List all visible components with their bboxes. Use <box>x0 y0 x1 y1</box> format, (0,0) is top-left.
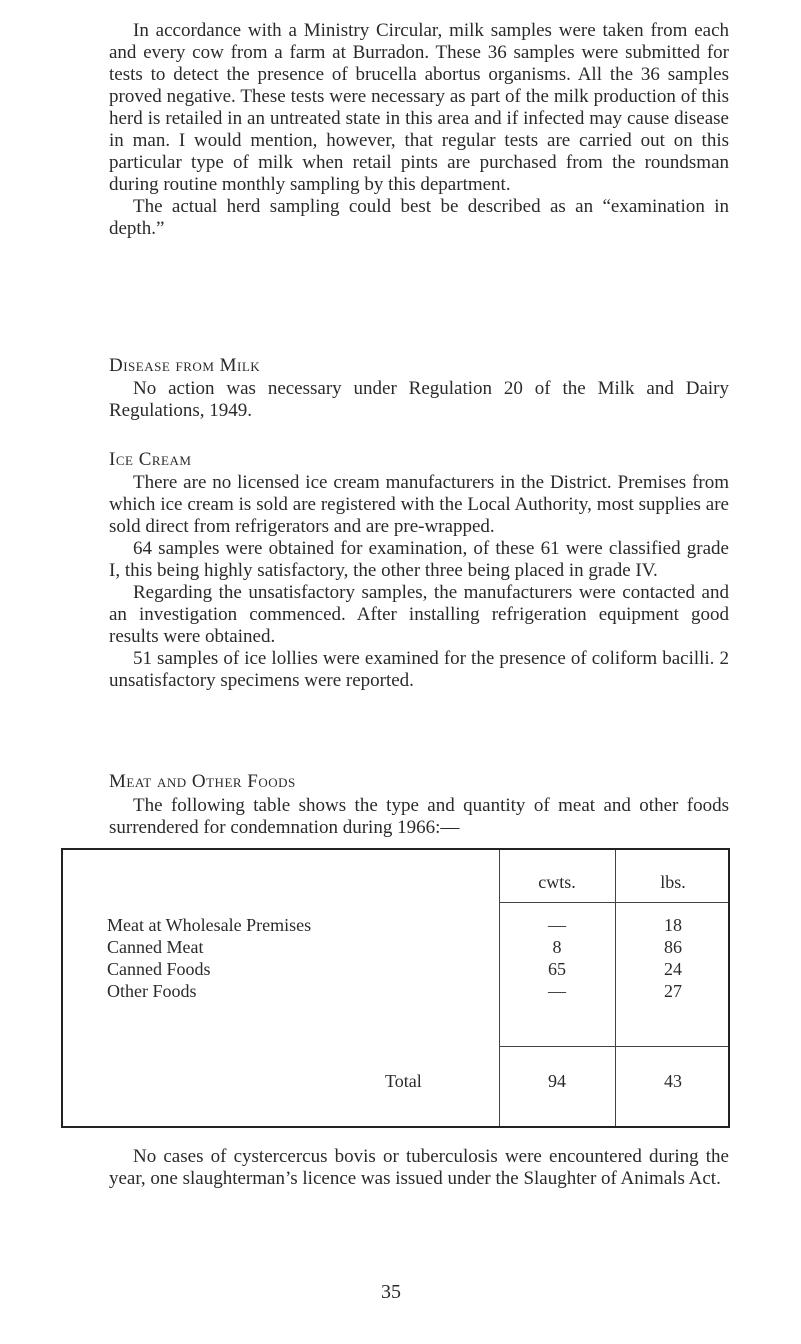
table-row-lbs: 18 <box>664 915 682 935</box>
section-heading-ice-cream: Ice Cream <box>109 449 192 470</box>
table-row-lbs: 24 <box>664 959 682 979</box>
closing-paragraph: No cases of cystercercus bovis or tuberculosis were encountered during the year, one slaughterman’s licence was issued under the Slaughter of Animals Act. <box>109 1146 729 1189</box>
milk-paragraph: No action was necessary under Regulation 20 of the Milk and Dairy Regulations, 1949. <box>109 378 729 421</box>
table-total-lbs: 43 <box>664 1071 682 1091</box>
condemnation-table <box>61 848 730 1128</box>
table-row-label: Canned Meat <box>107 937 204 957</box>
table-row-label: Meat at Wholesale Premises <box>107 915 312 935</box>
ice-cream-paragraph-4: 51 samples of ice lollies were examined for the presence of coliform bacilli. 2 unsatisfactory specimens were reported. <box>109 648 729 691</box>
table-header-lbs: lbs. <box>660 872 686 892</box>
table-row-lbs: 86 <box>664 937 682 957</box>
table-divider-1 <box>499 850 500 1126</box>
ice-cream-paragraph-1: There are no licensed ice cream manufacturers in the District. Premises from which ice cream is sold are registered with the Local Authority, most supplies are sold direct from refrigerators and are pre-wrapped. <box>109 472 729 537</box>
intro-paragraph-2: The actual herd sampling could best be described as an “examination in depth.” <box>109 196 729 239</box>
ice-cream-paragraph-3: Regarding the unsatisfactory samples, the manufacturers were contacted and an investigation commenced. After installing refrigeration equipment good results were obtained. <box>109 582 729 647</box>
ice-cream-block <box>109 472 729 692</box>
table-divider-2 <box>615 850 616 1126</box>
table-row-cwts: 8 <box>552 937 562 957</box>
table-row-label: Other Foods <box>107 981 197 1001</box>
table-row-lbs: 27 <box>664 981 682 1001</box>
table-row-cwts: — <box>548 981 566 1001</box>
table-header-rule <box>499 902 728 903</box>
intro-paragraph: In accordance with a Ministry Circular, milk samples were taken from each and every cow from a farm at Burradon. These 36 samples were submitted for tests to detect the presence of brucella abortus organisms. All the 36 samples proved negative. These tests were necessary as part of the milk production of this herd is retailed in an untreated state in this area and if infected may cause disease in man. I would mention, however, that regular tests are carried out on this particular type of milk when retail pints are purchased from the roundsman during routine monthly sampling by this department. <box>109 20 729 195</box>
intro-block <box>109 20 729 240</box>
table-row-label: Canned Foods <box>107 959 211 979</box>
page-number: 35 <box>381 1281 401 1303</box>
meat-paragraph: The following table shows the type and quantity of meat and other foods surrendered for condemnation during 1966:— <box>109 795 729 838</box>
table-total-rule <box>499 1046 728 1047</box>
ice-cream-paragraph-2: 64 samples were obtained for examination, of these 61 were classified grade I, this being highly satisfactory, the other three being placed in grade IV. <box>109 538 729 581</box>
table-row-cwts: 65 <box>548 959 566 979</box>
table-row-cwts: — <box>548 915 566 935</box>
section-heading-disease-from-milk: Disease from Milk <box>109 355 261 376</box>
table-header-cwts: cwts. <box>538 872 576 892</box>
section-heading-meat-and-other-foods: Meat and Other Foods <box>109 771 296 792</box>
table-total-label: Total <box>385 1071 422 1091</box>
table-total-cwts: 94 <box>548 1071 566 1091</box>
